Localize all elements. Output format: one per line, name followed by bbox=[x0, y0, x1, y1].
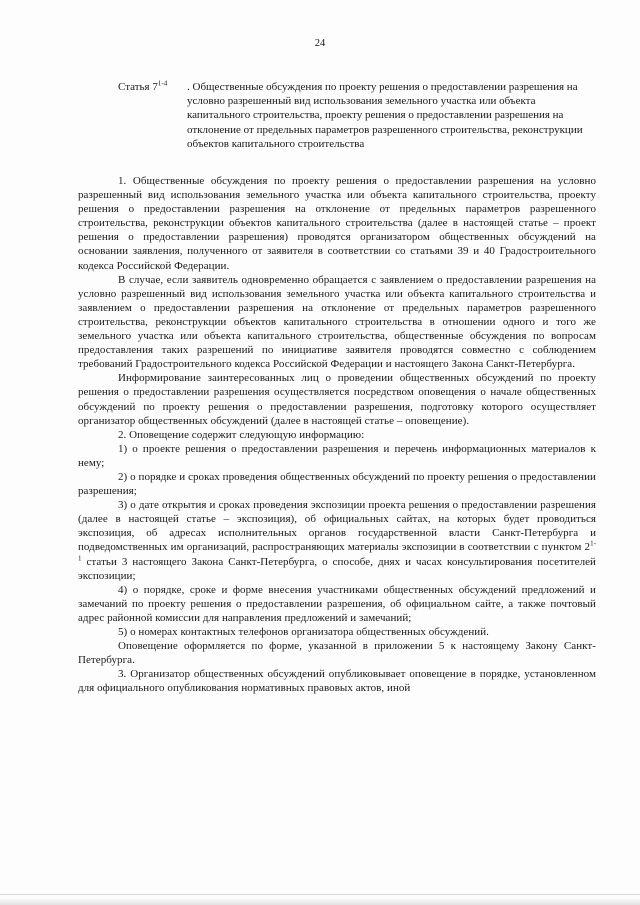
article-title: . Общественные обсуждения по проекту решения о предоставлении разрешения на условно разрешенный вид использования земельного участка или объекта капитального строительства, проекту решения о предоставлении разрешения на отклонение от предельных параметров разрешенного строительства, реконструкции объектов капитального строительства bbox=[187, 81, 583, 150]
paragraph-2: В случае, если заявитель одновременно обращается с заявлением о предоставлении разрешения на условно разрешенный вид использования земельного участка или объекта капитального строительства и заявлением о предоставлении разрешения на отклонение от предельных параметров разрешенного строительства, реконструкции объектов капитального строительства в отношении одного и того же земельного участка или объекта капитального строительства, общественные обсуждения по вопросам предоставления таких разрешений по инициативе заявителя проводятся совместно с соблюдением требований Градостроительного кодекса Российской Федерации и настоящего Закона Санкт-Петербурга. bbox=[78, 273, 596, 371]
list-item-2: 2) о порядке и сроках проведения общественных обсуждений по проекту решения о предоставлении разрешения; bbox=[78, 470, 596, 498]
paragraph-3: Информирование заинтересованных лиц о проведении общественных обсуждений по проекту решения о предоставлении разрешения осуществляется посредством оповещения о начале общественных обсуждений по проекту решения о предоставлении разрешения, подготовку которого осуществляет организатор общественных обсуждений (далее в настоящей статье – оповещение). bbox=[78, 372, 596, 427]
paragraph-form: Оповещение оформляется по форме, указанной в приложении 5 к настоящему Закону Санкт-Петербурга. bbox=[78, 640, 596, 667]
paragraph-1: 1. Общественные обсуждения по проекту решения о предоставлении разрешения на условно разрешенный вид использования земельного участка или объекта капитального строительства, проекту решения о предоставлении разрешения на отклонение от предельных параметров разрешенного строительства, реконструкции объектов капитального строительства (далее в настоящей статье – проект решения о предоставлении разрешения) проводятся организатором общественных обсуждений на основании заявления, полученного от заявителя в соответствии со статьями 39 и 40 Градостроительного кодекса Российской Федерации. bbox=[78, 175, 596, 272]
article-body bbox=[78, 174, 596, 695]
scan-edge bbox=[0, 897, 640, 905]
list-item-5: 5) о номерах контактных телефонов организатора общественных обсуждений. bbox=[118, 626, 489, 638]
list-item-3-part-2: статьи 3 настоящего Закона Санкт-Петербурга, о способе, днях и часах консультирования посетителей экспозиции; bbox=[78, 555, 596, 582]
page-number: 24 bbox=[314, 38, 326, 49]
article-superscript: 1-4 bbox=[157, 79, 168, 88]
list-item-3 bbox=[78, 498, 596, 583]
list-item-3-superscript: 1-1 bbox=[78, 539, 596, 562]
paragraph-3-start: 3. Организатор общественных обсуждений опубликовывает оповещение в порядке, установленном для официального опубликования нормативных правовых актов, иной bbox=[78, 668, 596, 695]
list-item-1: 1) о проекте решения о предоставлении разрешения и перечень информационных материалов к нему; bbox=[78, 442, 596, 469]
list-item-3-part-1: 3) о дате открытия и сроках проведения экспозиции проекта решения о предоставлении разрешения (далее в настоящей статье – экспозиция), об официальных сайтах, на которых будет проводиться экспозиция, об адресах исполнительных органов государственной власти Санкт-Петербурга и подведомственных им организаций, распространяющих материалы экспозиции в соответствии с пунктом 2 bbox=[78, 499, 596, 554]
list-item-4: 4) о порядке, сроке и форме внесения участниками общественных обсуждений предложений и замечаний по проекту решения о предоставлении разрешения, об официальном сайте, а также почтовый адрес районной комиссии для направления предложений и замечаний; bbox=[78, 583, 596, 624]
article-heading bbox=[118, 80, 588, 151]
scan-edge-line bbox=[0, 894, 640, 895]
paragraph-4: 2. Оповещение содержит следующую информацию: bbox=[118, 428, 365, 441]
article-label: Статья 7 bbox=[118, 81, 158, 93]
article-label-group bbox=[118, 80, 167, 94]
